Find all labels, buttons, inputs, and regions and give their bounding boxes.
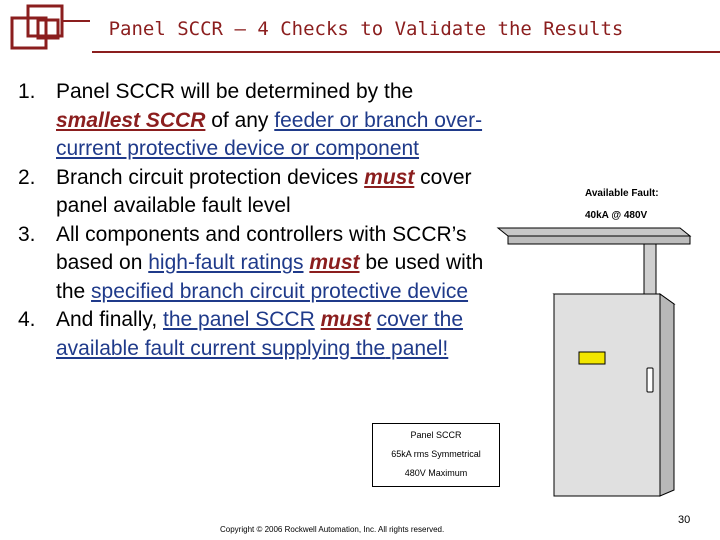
enclosure-side <box>660 294 674 496</box>
list-item <box>18 164 496 221</box>
nameplate-rating: 65kA rms Symmetrical <box>391 449 481 459</box>
text-segment: cover panel available fault level <box>56 165 472 217</box>
checks-list <box>18 78 496 363</box>
copyright-notice: Copyright © 2006 Rockwell Automation, Inc. All rights reserved. <box>220 525 445 534</box>
enclosure-front <box>554 294 660 496</box>
list-item-number: 3. <box>18 222 36 246</box>
supply-drop <box>644 244 656 294</box>
list-item-text <box>56 78 496 164</box>
list-item <box>18 306 496 363</box>
emphasis-must: must <box>320 308 371 331</box>
page-number: 30 <box>678 514 691 526</box>
list-item <box>18 78 496 164</box>
supply-bus-top <box>498 228 690 236</box>
underline-cover-fault: cover the available fault current supplying the <box>56 308 464 360</box>
available-fault-value: 40kA @ 480V <box>585 210 648 221</box>
panel-enclosure-diagram <box>494 180 720 520</box>
nameplate-title: Panel SCCR <box>410 430 462 440</box>
list-item-number: 2. <box>18 165 36 189</box>
page-title: Panel SCCR – 4 Checks to Validate the Results <box>108 18 624 40</box>
nameplate-voltage: 480V Maximum <box>404 468 468 478</box>
text-segment: of any <box>205 108 275 132</box>
emphasis-must: must <box>309 251 360 274</box>
text-segment: All components and controllers with SCCR’s based on <box>56 222 467 274</box>
available-fault-label: Available Fault: <box>585 188 659 199</box>
title-divider <box>92 51 720 53</box>
list-item <box>18 221 496 307</box>
list-item-text <box>56 306 496 363</box>
text-segment: And finally, <box>56 308 163 331</box>
list-item-text <box>56 221 496 307</box>
emphasis-smallest-sccr: smallest SCCR <box>56 108 206 132</box>
underline-specified-branch: specified branch circuit protective device <box>91 279 469 303</box>
list-item-number: 4. <box>18 308 36 331</box>
text-segment: Branch circuit protection devices <box>56 165 365 189</box>
indicator-light <box>579 352 605 364</box>
list-item-text <box>56 164 496 221</box>
emphasis-must: must <box>364 165 415 189</box>
sccr-nameplate <box>372 423 500 487</box>
door-handle <box>647 368 653 392</box>
text-segment: be used with the <box>56 251 484 303</box>
underline-panel: panel! <box>385 336 449 360</box>
underline-feeder-branch: feeder or branch over-current protective device or component <box>56 108 483 160</box>
list-item-number: 1. <box>18 80 36 103</box>
underline-high-fault: high-fault ratings <box>148 251 304 274</box>
text-segment: Panel SCCR will be determined by the <box>56 80 414 103</box>
supply-bus-front <box>508 236 690 244</box>
underline-panel-sccr: the panel SCCR <box>163 308 315 331</box>
